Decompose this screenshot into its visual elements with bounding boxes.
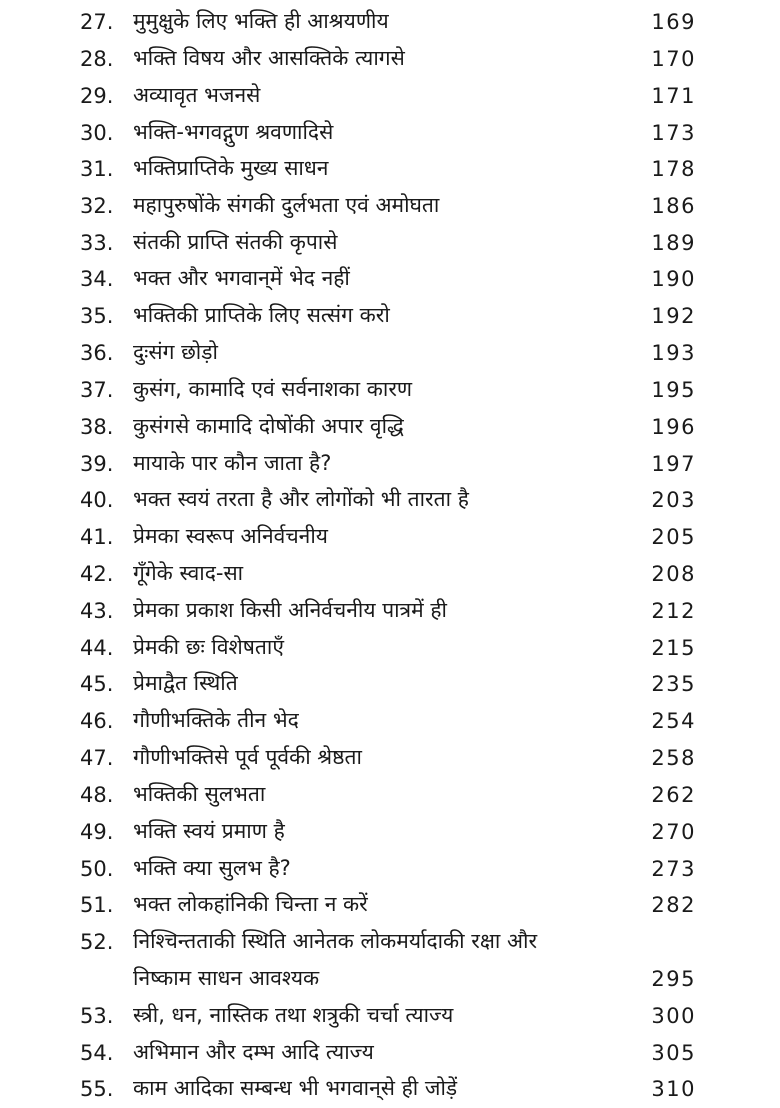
- entry-page-number: 178: [651, 157, 696, 181]
- toc-entry: [0, 408, 780, 445]
- entry-number: 45.: [80, 672, 114, 696]
- toc-entry: [0, 555, 780, 592]
- entry-title: प्रेमकी छः विशेषताएँ: [133, 635, 284, 659]
- toc-entry: [0, 40, 780, 77]
- entry-page-number: 193: [651, 341, 696, 365]
- entry-title: कुसंगसे कामादि दोषोंकी अपार वृद्धि: [133, 414, 404, 438]
- entry-title: भक्ति विषय और आसक्तिके त्यागसे: [133, 46, 405, 70]
- entry-page-number: 295: [651, 967, 696, 991]
- entry-title: गौणीभक्तिके तीन भेद: [133, 708, 299, 732]
- entry-page-number: 186: [651, 194, 696, 218]
- toc-entry: [0, 629, 780, 666]
- toc-entry: [0, 445, 780, 482]
- toc-entry: [0, 224, 780, 261]
- entry-page-number: 270: [651, 820, 696, 844]
- entry-number: 28.: [80, 47, 114, 71]
- entry-number: 35.: [80, 304, 114, 328]
- entry-page-number: 190: [651, 267, 696, 291]
- toc-entry: [0, 187, 780, 224]
- entry-number: 54.: [80, 1041, 114, 1065]
- toc-entry: [0, 592, 780, 629]
- entry-title: महापुरुषोंके संगकी दुर्लभता एवं अमोघता: [133, 193, 440, 217]
- entry-number: 40.: [80, 488, 114, 512]
- entry-title: प्रेमका स्वरूप अनिर्वचनीय: [133, 524, 328, 548]
- entry-page-number: 262: [651, 783, 696, 807]
- toc-entry: [0, 481, 780, 518]
- entry-number: 46.: [80, 709, 114, 733]
- entry-number: 41.: [80, 525, 114, 549]
- toc-entry: [0, 702, 780, 739]
- toc-entry: [0, 371, 780, 408]
- entry-number: 30.: [80, 121, 114, 145]
- toc-entry: [0, 518, 780, 555]
- entry-title: अव्यावृत भजनसे: [133, 83, 261, 107]
- entry-title: मायाके पार कौन जाता है?: [133, 451, 332, 475]
- toc-entry: [0, 739, 780, 776]
- entry-number: 51.: [80, 893, 114, 917]
- entry-title: भक्ति स्वयं प्रमाण है: [133, 819, 285, 843]
- entry-title: भक्तिकी सुलभता: [133, 782, 266, 806]
- entry-title: भक्ति-भगवद्गुण श्रवणादिसे: [133, 120, 334, 144]
- entry-page-number: 208: [651, 562, 696, 586]
- entry-number: 33.: [80, 231, 114, 255]
- entry-title: भक्ति क्या सुलभ है?: [133, 856, 291, 880]
- entry-number: 52.: [80, 930, 114, 954]
- toc-entry: [0, 1070, 780, 1107]
- entry-title: भक्त स्वयं तरता है और लोगोंको भी तारता है: [133, 487, 469, 511]
- entry-title: प्रेमका प्रकाश किसी अनिर्वचनीय पात्रमें ही: [133, 598, 447, 622]
- entry-title: अभिमान और दम्भ आदि त्याज्य: [133, 1040, 374, 1064]
- toc-entry: [0, 886, 780, 923]
- toc-entry: [0, 77, 780, 114]
- entry-page-number: 203: [651, 488, 696, 512]
- entry-page-number: 215: [651, 636, 696, 660]
- entry-page-number: 189: [651, 231, 696, 255]
- entry-page-number: 197: [651, 452, 696, 476]
- entry-page-number: 305: [651, 1041, 696, 1065]
- entry-page-number: 212: [651, 599, 696, 623]
- entry-number: 53.: [80, 1004, 114, 1028]
- entry-page-number: 169: [651, 10, 696, 34]
- toc-entry: [0, 813, 780, 850]
- entry-title: कुसंग, कामादि एवं सर्वनाशका कारण: [133, 377, 413, 401]
- entry-page-number: 173: [651, 121, 696, 145]
- entry-title: प्रेमाद्वैत स्थिति: [133, 671, 238, 695]
- entry-title: भक्त लोकहांनिकी चिन्ता न करें: [133, 892, 368, 916]
- entry-number: 29.: [80, 84, 114, 108]
- entry-page-number: 282: [651, 893, 696, 917]
- toc-entry: [0, 297, 780, 334]
- entry-number: 36.: [80, 341, 114, 365]
- entry-number: 32.: [80, 194, 114, 218]
- entry-page-number: 196: [651, 415, 696, 439]
- entry-page-number: 235: [651, 672, 696, 696]
- entry-number: 48.: [80, 783, 114, 807]
- entry-page-number: 171: [651, 84, 696, 108]
- entry-title: संतकी प्राप्ति संतकी कृपासे: [133, 230, 338, 254]
- entry-page-number: 195: [651, 378, 696, 402]
- entry-title: गौणीभक्तिसे पूर्व पूर्वकी श्रेष्ठता: [133, 745, 362, 769]
- entry-number: 55.: [80, 1077, 114, 1101]
- entry-page-number: 310: [651, 1077, 696, 1101]
- entry-title: भक्त और भगवान्‌में भेद नहीं: [133, 266, 350, 290]
- entry-number: 39.: [80, 452, 114, 476]
- entry-number: 37.: [80, 378, 114, 402]
- entry-number: 34.: [80, 267, 114, 291]
- entry-page-number: 300: [651, 1004, 696, 1028]
- entry-number: 27.: [80, 10, 114, 34]
- entry-title: मुमुक्षुके लिए भक्ति ही आश्रयणीय: [133, 9, 389, 33]
- entry-title: काम आदिका सम्बन्ध भी भगवान्‌से ही जोड़ें: [133, 1076, 458, 1100]
- toc-entry: [0, 114, 780, 151]
- entry-title: भक्तिकी प्राप्तिके लिए सत्संग करो: [133, 303, 390, 327]
- entry-page-number: 192: [651, 304, 696, 328]
- toc-entry: [0, 3, 780, 40]
- toc-entry: [0, 665, 780, 702]
- entry-page-number: 254: [651, 709, 696, 733]
- entry-page-number: 258: [651, 746, 696, 770]
- toc-entry: [0, 923, 780, 997]
- entry-title: भक्तिप्राप्तिके मुख्य साधन: [133, 156, 329, 180]
- entry-title: दुःसंग छोड़ो: [133, 340, 218, 364]
- toc-entry: [0, 150, 780, 187]
- toc-entry: [0, 997, 780, 1034]
- entry-page-number: 170: [651, 47, 696, 71]
- entry-title: निश्चिन्तताकी स्थिति आनेतक लोकमर्यादाकी रक्षा और: [133, 929, 538, 953]
- toc-entry: [0, 850, 780, 887]
- toc-entry: [0, 260, 780, 297]
- entry-number: 43.: [80, 599, 114, 623]
- entry-title-continuation: निष्काम साधन आवश्यक: [133, 966, 320, 990]
- entry-number: 38.: [80, 415, 114, 439]
- entry-page-number: 273: [651, 857, 696, 881]
- entry-number: 47.: [80, 746, 114, 770]
- entry-title: स्त्री, धन, नास्तिक तथा शत्रुकी चर्चा त्याज्य: [133, 1003, 454, 1027]
- toc-entry: [0, 334, 780, 371]
- entry-number: 31.: [80, 157, 114, 181]
- toc-entry: [0, 776, 780, 813]
- toc-entry: [0, 1034, 780, 1071]
- entry-page-number: 205: [651, 525, 696, 549]
- entry-number: 50.: [80, 857, 114, 881]
- entry-number: 49.: [80, 820, 114, 844]
- entry-number: 42.: [80, 562, 114, 586]
- entry-title: गूँगेके स्वाद-सा: [133, 561, 244, 585]
- entry-number: 44.: [80, 636, 114, 660]
